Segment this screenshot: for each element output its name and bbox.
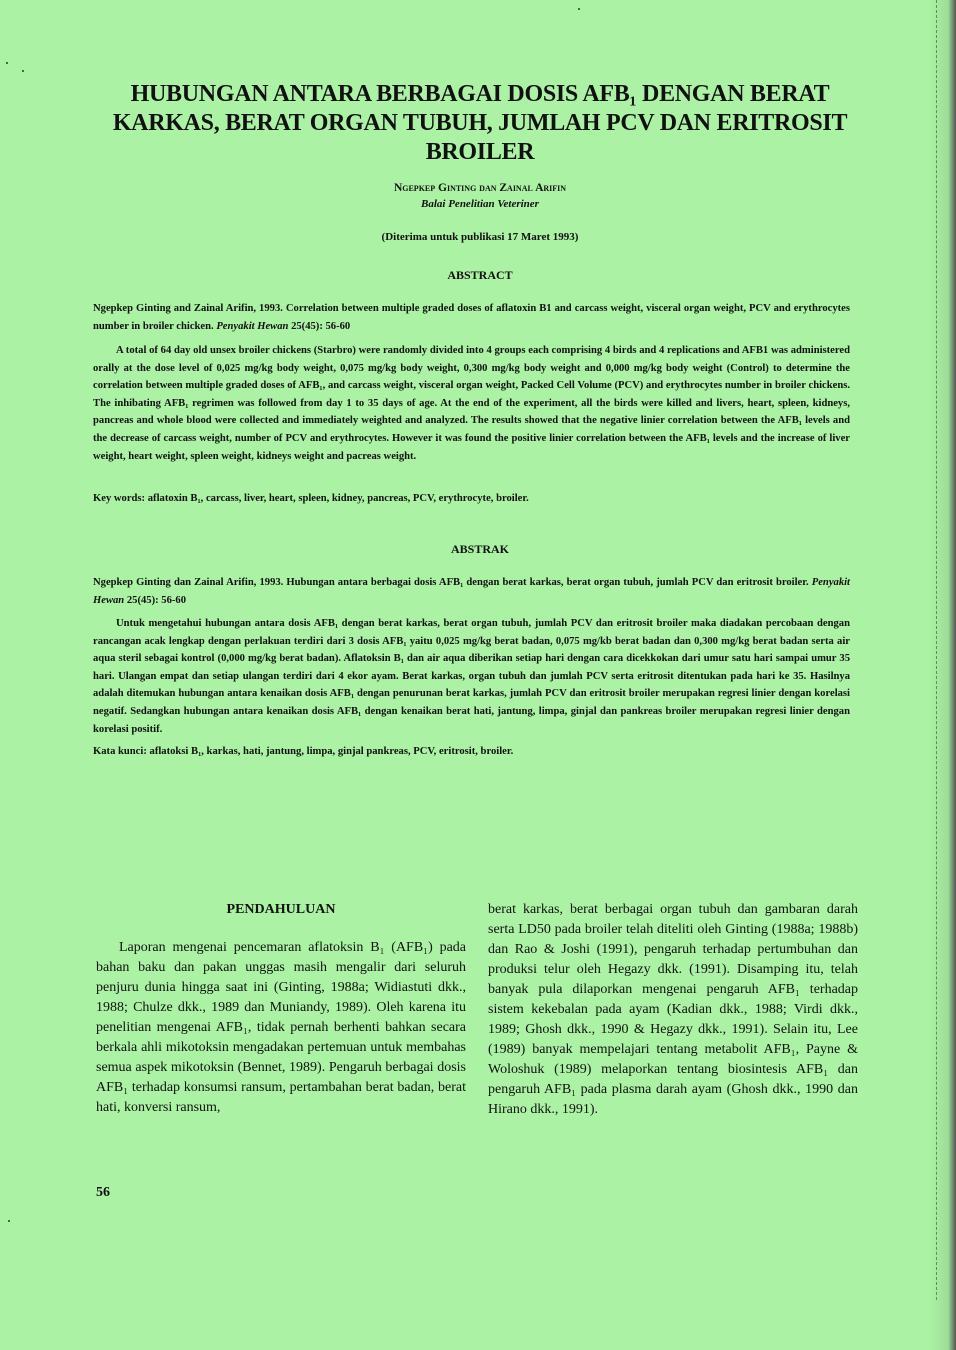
institution: Balai Penelitian Veteriner [421, 198, 539, 210]
intro-left-text: Laporan mengenai pencemaran aflatoksin B₁ (AFB₁) pada bahan baku dan pakan unggas masih mengalir dari seluruh penjuru dunia hingga saat ini (Ginting, 1988a; Widiastuti dkk., 1988; Chulze dkk., 1989 dan Muniandy, 1989). Oleh karena itu penelitian mengenai AFB₁, tidak pernah berhenti bahkan secara berkala ahli mikotoksin mengadakan pertemuan untuk membahas semua aspek mikotoksin (Bennet, 1989). Pengaruh berbagai dosis AFB₁ terhadap konsumsi ransum, pertambahan berat badan, berat hati, konversi ransum, [96, 940, 466, 1115]
abstract-keywords [93, 490, 850, 508]
title-line: KARKAS, BERAT ORGAN TUBUH, JUMLAH PCV DAN ERITROSIT [112, 110, 848, 136]
abstrak-body: Untuk mengetahui hubungan antara dosis AFB₁ dengan berat karkas, berat organ tubuh, jumlah PCV dan eritrosit broiler maka diadakan percobaan dengan rancangan acak lengkap dengan perlakuan terdiri dari 3 dosis AFB₁ yaitu 0,025 mg/kg berat badan, 0,075 mg/kb berat badan dan 0,300 mg/kg berat badan serta air aqua steril sebagai kontrol (0,000 mg/kg berat badan). Aflatoksin B₁ dan air aqua diberikan setiap hari dengan cara dicekkokan dari umur satu hari sampai umur 35 hari. Ulangan empat dan setiap ulangan terdiri dari 4 ekor ayam. Berat karkas, organ tubuh dan jumlah PCV serta eritrosit ditentukan pada hari ke 35. Hasilnya adalah ditemukan hubungan antara kenaikan dosis AFB₁ dengan penurunan berat karkas, jumlah PCV dan eritrosit broiler merupakan regresi linier dengan korelasi negatif. Sedangkan hubungan antara kenaikan dosis AFB₁ dengan kenaikan berat hati, jantung, limpa, ginjal dan pankreas broiler merupakan regresi linier dengan korelasi positif. [93, 618, 850, 735]
title-line: HUBUNGAN ANTARA BERBAGAI DOSIS AFB₁ DENGAN BERAT [130, 81, 830, 107]
abstract-body: A total of 64 day old unsex broiler chickens (Starbro) were randomly divided into 4 groups each comprising 4 birds and 4 replications and AFB1 was administered orally at the dose level of 0,025 mg/kg body weight, 0,075 mg/kg body weight, 0,300 mg/kg body weight and 0,000 mg/kg body weight (Control) to determine the correlation between multiple graded doses of AFB₁, and carcass weight, visceral organ weight, Packed Cell Volume (PCV) and erythrocytes number in broiler chickens. The inhibating AFB₁ regrimen was followed from day 1 to 35 days of age. At the end of the experiment, all the birds were killed and livers, heart, spleen, kidneys, pancreas and whole blood were collected and immediately weighted and analyzed. The results showed that the negative linier correlation between the AFB₁ levels and the decrease of carcass weight, number of PCV and erythrocytes. However it was found the positive linier correlation between the AFB₁ levels and the increase of liver weight, heart weight, spleen weight, kidneys weight and pacreas weight. [93, 345, 850, 462]
abstrak-citation [93, 574, 850, 609]
intro-heading: PENDAHULUAN [226, 902, 336, 917]
citation-volume: 25(45): 56-60 [126, 594, 186, 606]
citation-volume: 25(45): 56-60 [291, 320, 351, 332]
keywords-label: Kata kunci: [93, 746, 147, 757]
scan-edge-shadow [930, 0, 956, 1350]
keywords-text: aflatoksi B₁, karkas, hati, jantung, limpa, ginjal pankreas, PCV, eritrosit, broiler. [149, 746, 514, 757]
page-number: 56 [96, 1185, 110, 1200]
citation-journal: Penyakit Hewan [93, 577, 850, 606]
citation-journal: Penyakit Hewan [216, 320, 289, 332]
keywords-text: aflatoxin B₁, carcass, liver, heart, spleen, kidney, pancreas, PCV, erythrocyte, broiler. [147, 493, 529, 504]
authors: Ngepkep Ginting dan Zainal Arifin [393, 182, 567, 194]
citation-text: Ngepkep Ginting and Zainal Arifin, 1993. Correlation between multiple graded doses of aflatoxin B1 and carcass weight, visceral organ weight, PCV and erythrocytes number in broiler chicken. [93, 303, 850, 332]
paper-title [90, 80, 870, 167]
scan-speck [578, 8, 580, 10]
scan-speck [6, 62, 8, 64]
received-date: (Diterima untuk publikasi 17 Maret 1993) [381, 231, 579, 243]
abstrak-keywords [93, 743, 850, 761]
scan-speck [8, 1220, 10, 1222]
scan-edge-line [936, 0, 938, 1300]
keywords-label: Key words: [93, 493, 146, 504]
intro-left-column [96, 900, 466, 1118]
scan-speck [22, 70, 24, 72]
title-line: BROILER [425, 139, 535, 165]
abstrak-heading: ABSTRAK [450, 542, 509, 556]
intro-right-column [488, 900, 858, 1120]
abstract-citation [93, 300, 850, 335]
citation-text: Ngepkep Ginting dan Zainal Arifin, 1993. Hubungan antara berbagai dosis AFB₁ dengan berat karkas, berat organ tubuh, jumlah PCV dan eritrosit broiler. [93, 577, 809, 588]
intro-right-text: berat karkas, berat berbagai organ tubuh dan gambaran darah serta LD50 pada broiler telah diteliti oleh Ginting (1988a; 1988b) dan Rao & Joshi (1991), pengaruh terhadap pertumbuhan dan produksi telur oleh Hegazy dkk. (1991). Disamping itu, telah banyak pula dilaporkan mengenai pengaruh AFB₁ terhadap sistem kekebalan pada ayam (Kadian dkk., 1988; Virdi dkk., 1989; Ghosh dkk., 1990 & Hegazy dkk., 1991). Selain itu, Lee (1989) banyak mempelajari tentang metabolit AFB₁, Payne & Woloshuk (1989) melaporkan tentang biosintesis AFB₁ dan pengaruh AFB₁ pada plasma darah ayam (Ghosh dkk., 1990 dan Hirano dkk., 1991). [488, 902, 858, 1117]
abstract-heading: ABSTRACT [447, 268, 513, 282]
